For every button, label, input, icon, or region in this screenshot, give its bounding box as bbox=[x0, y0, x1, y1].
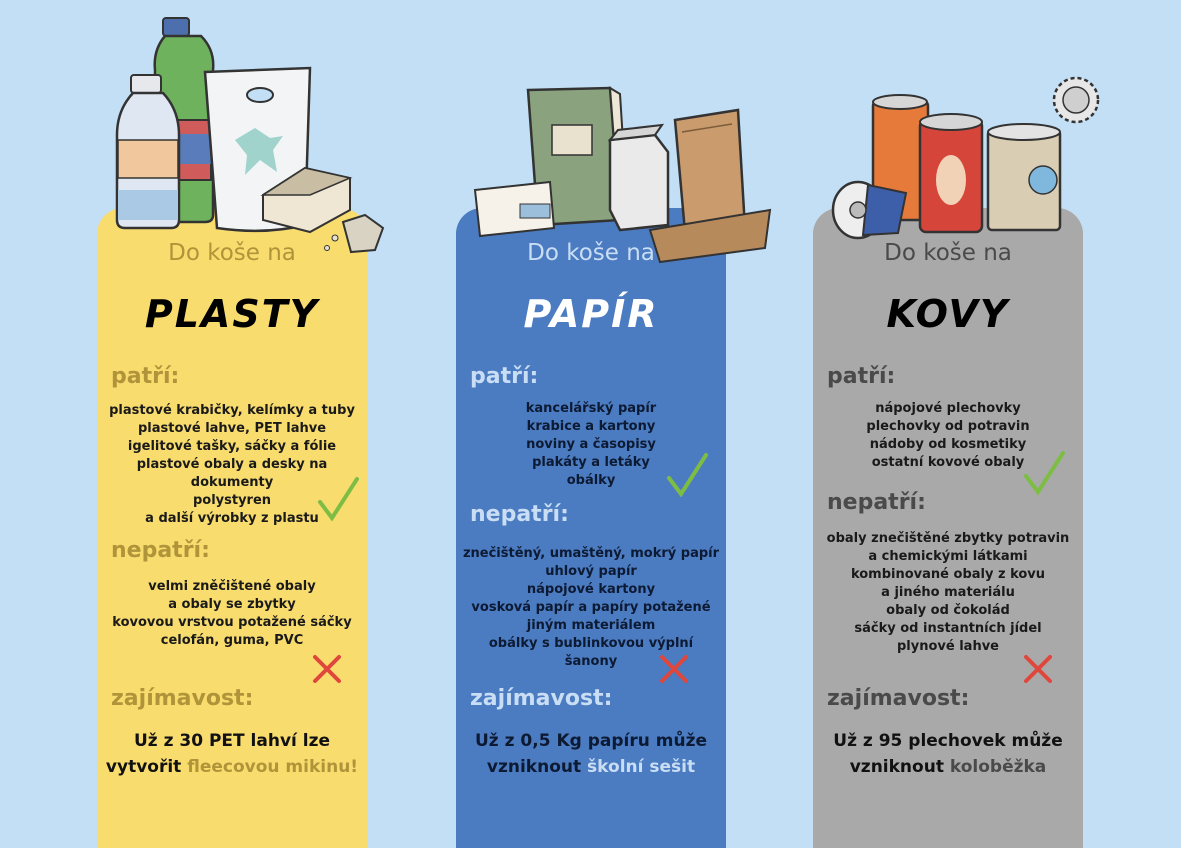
plasty-not-list bbox=[97, 578, 367, 650]
list-item: celofán, guma, PVC bbox=[160, 633, 304, 648]
list-item: a obaly se zbytky bbox=[168, 597, 296, 612]
list-item: nápojové plechovky bbox=[875, 401, 1021, 416]
papir-intro: Do koše na bbox=[527, 240, 655, 266]
check-icon bbox=[1023, 450, 1065, 496]
list-item: plakáty a letáky bbox=[532, 455, 650, 470]
kovy-fact-heading: zajímavost: bbox=[827, 686, 970, 711]
papir-panel bbox=[456, 208, 726, 827]
list-item: plynové lahve bbox=[896, 639, 999, 654]
list-item: sáčky od instantních jídel bbox=[854, 621, 1042, 636]
check-icon bbox=[317, 476, 359, 522]
fact-line-2 bbox=[456, 754, 726, 780]
list-item: plastové lahve, PET lahve bbox=[137, 421, 327, 436]
list-item: jiným materiálem bbox=[526, 618, 656, 633]
list-item: plastové obaly a desky na dokumenty bbox=[136, 457, 328, 490]
list-item: nádoby od kosmetiky bbox=[869, 437, 1027, 452]
fact-line-1: Už z 30 PET lahví lze bbox=[133, 731, 331, 751]
papir-title: PAPÍR bbox=[523, 292, 659, 336]
kovy-fact bbox=[813, 728, 1083, 780]
list-item: igelitové tašky, sáčky a fólie bbox=[127, 439, 337, 454]
plasty-intro: Do koše na bbox=[168, 240, 296, 266]
list-item: obaly znečištěné zbytky potravin bbox=[826, 531, 1070, 546]
list-item: kancelářský papír bbox=[525, 401, 657, 416]
kovy-panel bbox=[813, 208, 1083, 827]
plasty-panel bbox=[97, 208, 367, 827]
cross-icon bbox=[659, 654, 689, 684]
plasty-not-heading: nepatří: bbox=[111, 538, 210, 563]
cross-icon bbox=[1023, 654, 1053, 684]
fact-prefix: vzniknout bbox=[849, 757, 944, 777]
list-item: obálky s bublinkovou výplní bbox=[488, 636, 694, 651]
check-icon bbox=[666, 452, 708, 498]
fact-line-1: Už z 0,5 Kg papíru může bbox=[474, 731, 707, 751]
kovy-title: KOVY bbox=[886, 292, 1010, 336]
list-item: a chemickými látkami bbox=[868, 549, 1028, 564]
list-item: a jiného materiálu bbox=[881, 585, 1015, 600]
papir-not-list bbox=[456, 545, 726, 671]
fact-highlight: koloběžka bbox=[949, 757, 1047, 777]
plasty-fact-heading: zajímavost: bbox=[111, 686, 254, 711]
fact-line-1: Už z 95 plechovek může bbox=[833, 731, 1063, 751]
papir-fact-heading: zajímavost: bbox=[470, 686, 613, 711]
list-item: šanony bbox=[564, 654, 618, 669]
plasty-fact bbox=[97, 728, 367, 780]
fact-prefix: vzniknout bbox=[486, 757, 582, 777]
fact-prefix: vytvořit bbox=[105, 757, 182, 777]
fact-highlight: školní sešit bbox=[587, 757, 696, 777]
kovy-belongs-heading: patří: bbox=[827, 364, 896, 389]
list-item: obaly od čokolád bbox=[886, 603, 1010, 618]
list-item: krabice a kartony bbox=[526, 419, 656, 434]
list-item: vosková papír a papíry potažené bbox=[471, 600, 711, 615]
list-item: znečištěný, umaštěný, mokrý papír bbox=[462, 546, 720, 561]
list-item: velmi zněčištené obaly bbox=[148, 579, 316, 594]
fact-line-2 bbox=[813, 754, 1083, 780]
list-item: nápojové kartony bbox=[526, 582, 656, 597]
list-item: uhlový papír bbox=[545, 564, 637, 579]
kovy-not-heading: nepatří: bbox=[827, 490, 926, 515]
list-item: noviny a časopisy bbox=[526, 437, 656, 452]
fact-line-2 bbox=[97, 754, 367, 780]
list-item: polystyren bbox=[192, 493, 272, 508]
papir-belongs-heading: patří: bbox=[470, 364, 539, 389]
plasty-belongs-heading: patří: bbox=[111, 364, 180, 389]
plasty-title: PLASTY bbox=[144, 292, 320, 336]
kovy-intro: Do koše na bbox=[884, 240, 1012, 266]
papir-fact bbox=[456, 728, 726, 780]
list-item: obálky bbox=[566, 473, 616, 488]
fact-highlight: fleecovou mikinu! bbox=[187, 757, 359, 777]
list-item: plechovky od potravin bbox=[866, 419, 1030, 434]
list-item: kovovou vrstvou potažené sáčky bbox=[112, 615, 352, 630]
list-item: kombinované obaly z kovu bbox=[850, 567, 1046, 582]
papir-not-heading: nepatří: bbox=[470, 502, 569, 527]
kovy-not-list bbox=[813, 530, 1083, 656]
list-item: a další výrobky z plastu bbox=[145, 511, 319, 526]
list-item: ostatní kovové obaly bbox=[871, 455, 1025, 470]
list-item: plastové krabičky, kelímky a tuby bbox=[109, 403, 355, 418]
cross-icon bbox=[312, 654, 342, 684]
